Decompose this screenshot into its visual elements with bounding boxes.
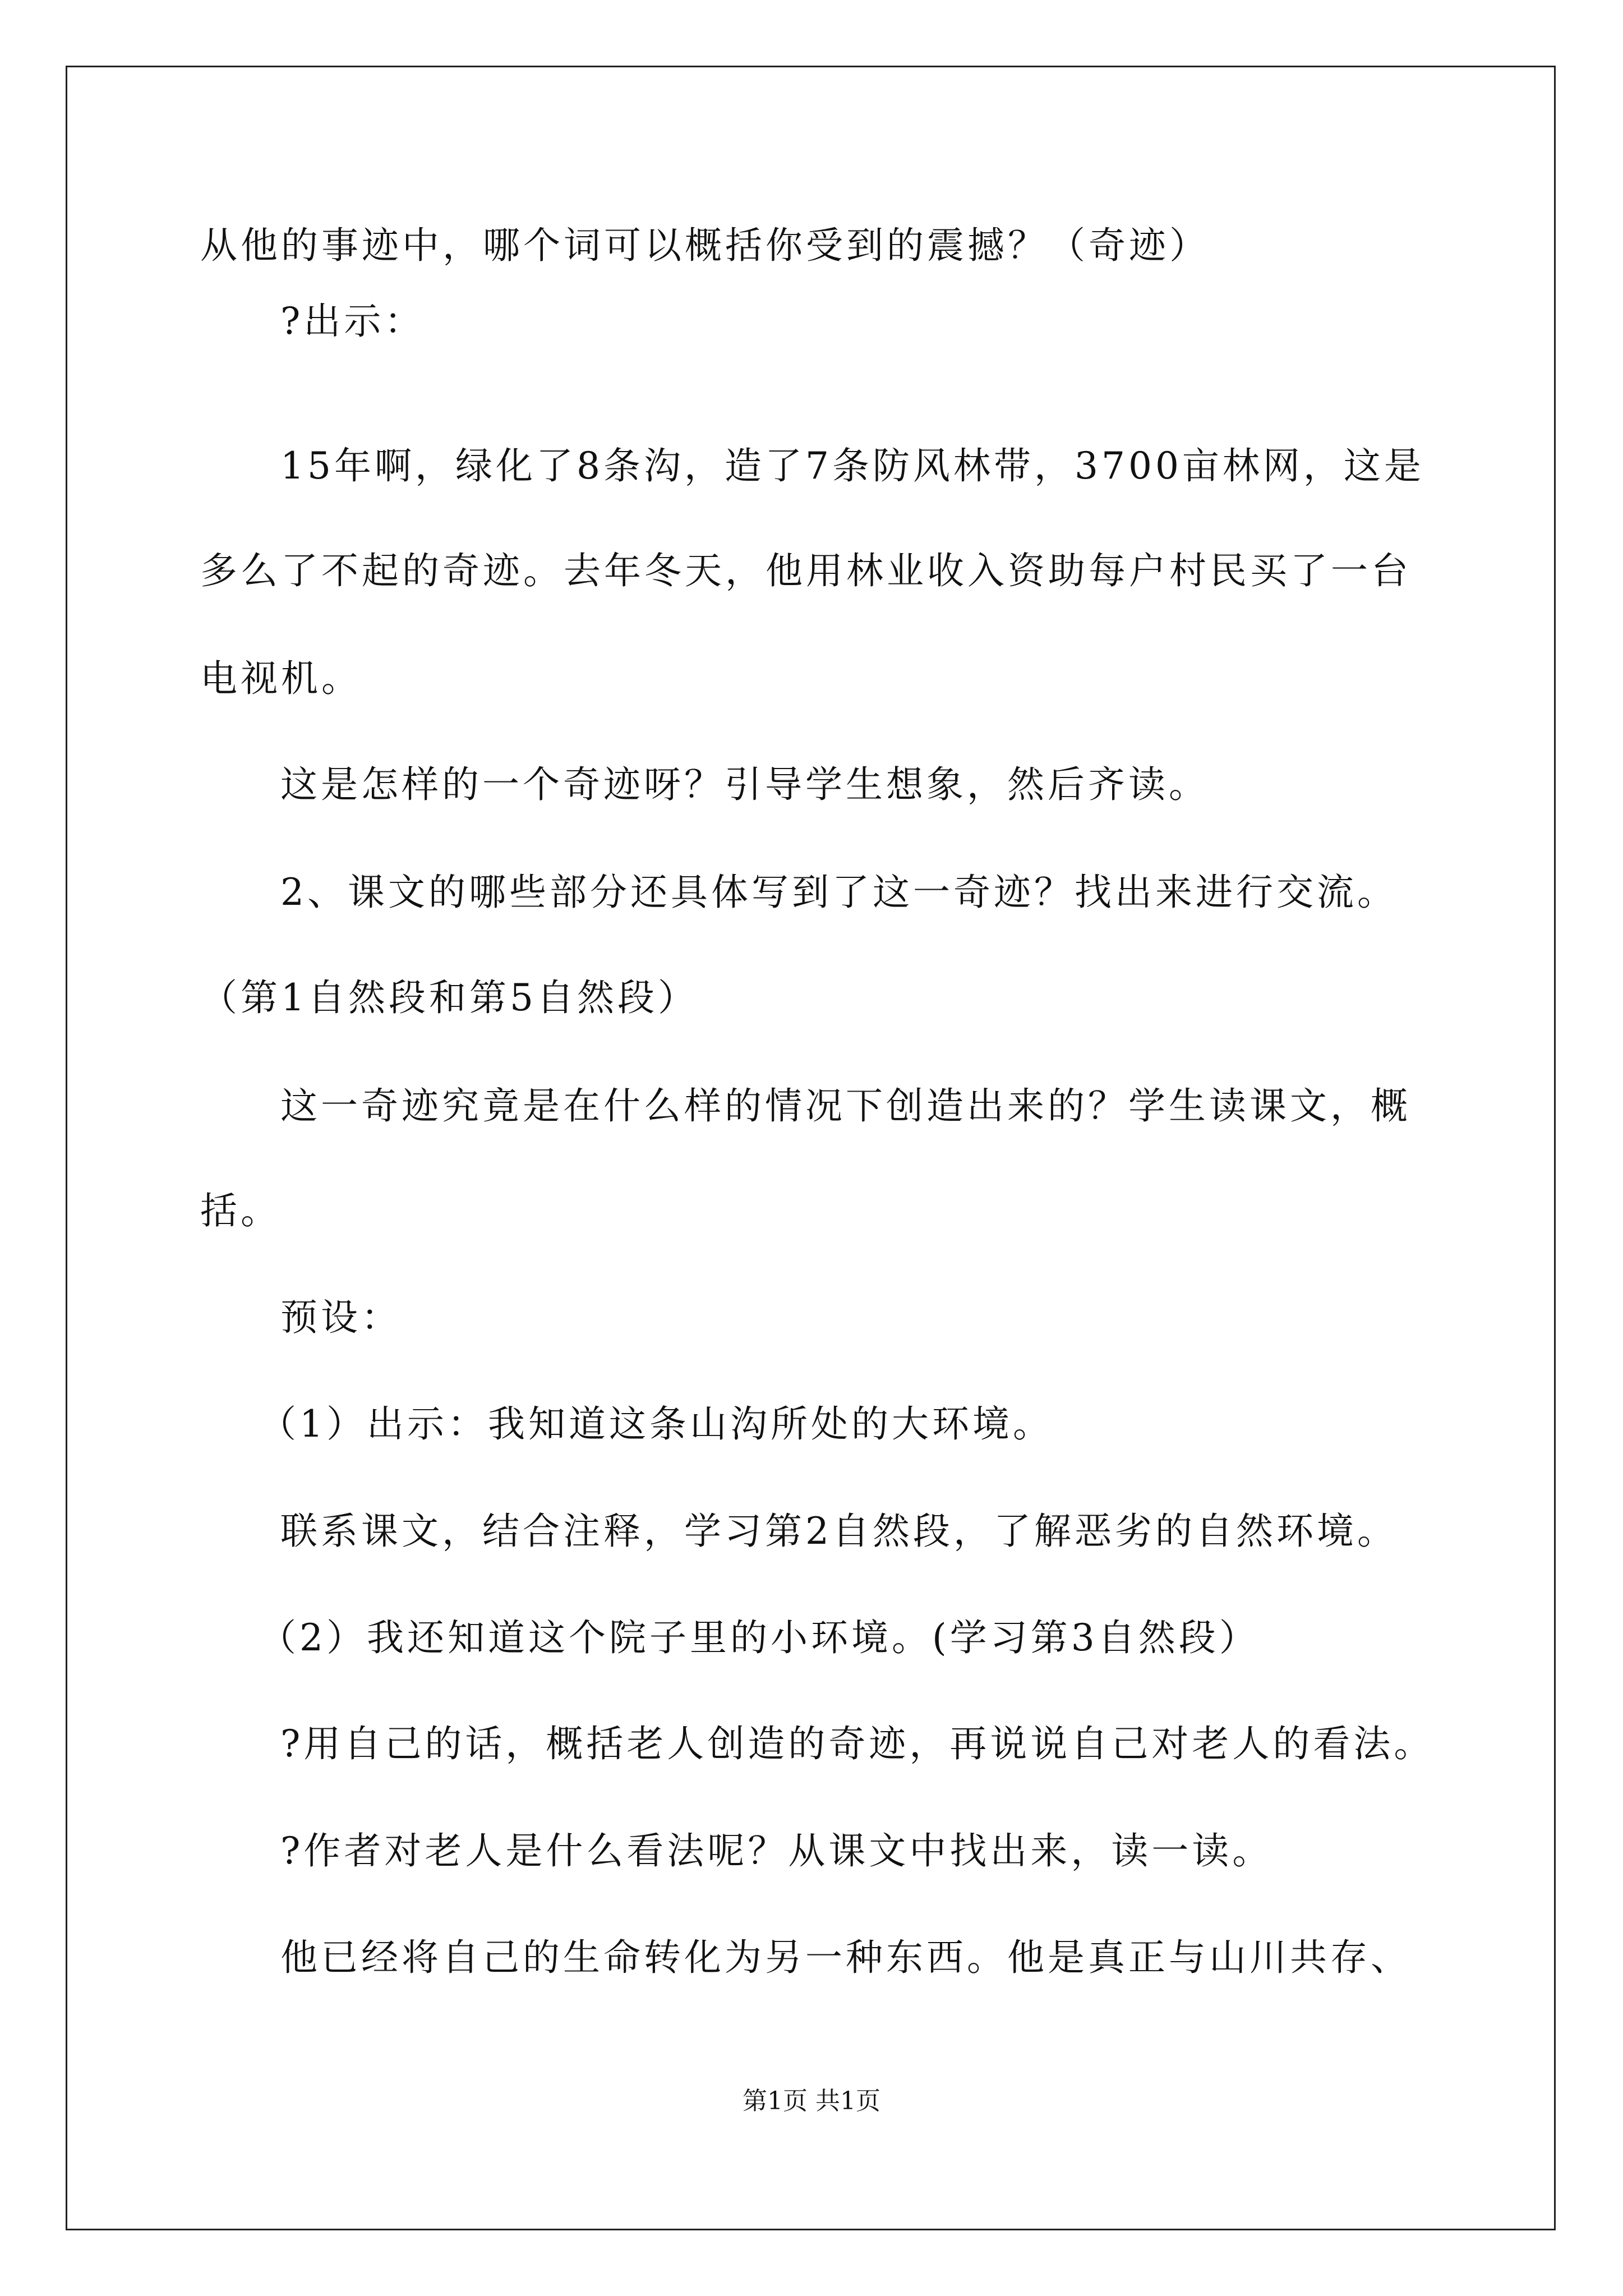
text-line: ?作者对老人是什么看法呢？从课文中找出来，读一读。 [280,1829,1273,1872]
text-line: 电视机。 [200,657,362,700]
text-line: ?出示： [280,300,425,343]
text-line: 联系课文，结合注释，学习第2自然段，了解恶劣的自然环境。 [280,1510,1398,1553]
text-line: （第1自然段和第5自然段） [200,976,698,1019]
page-border [66,66,1556,2230]
text-line: ?用自己的话，概括老人创造的奇迹，再说说自己对老人的看法。 [280,1722,1435,1765]
page-footer: 第1页 共1页 [743,2087,880,2115]
text-line: 从他的事迹中，哪个词可以概括你受到的震撼？（奇迹） [200,224,1210,267]
text-line: 2、课文的哪些部分还具体写到了这一奇迹？找出来进行交流。 [280,871,1398,914]
text-line: 多么了不起的奇迹。去年冬天，他用林业收入资助每户村民买了一台 [200,549,1412,592]
text-line: 括。 [200,1189,281,1232]
text-line: 他已经将自己的生命转化为另一种东西。他是真正与山川共存、 [280,1936,1411,1979]
text-line: （1）出示：我知道这条山沟所处的大环境。 [259,1402,1053,1446]
text-line: 15年啊，绿化了8条沟，造了7条防风林带，3700亩林网，这是 [280,444,1424,487]
text-line: 这一奇迹究竟是在什么样的情况下创造出来的？学生读课文，概 [280,1084,1411,1128]
text-line: （2）我还知道这个院子里的小环境。(学习第3自然段） [259,1616,1260,1659]
text-line: 预设： [280,1296,402,1339]
text-line: 这是怎样的一个奇迹呀？引导学生想象，然后齐读。 [280,763,1209,806]
